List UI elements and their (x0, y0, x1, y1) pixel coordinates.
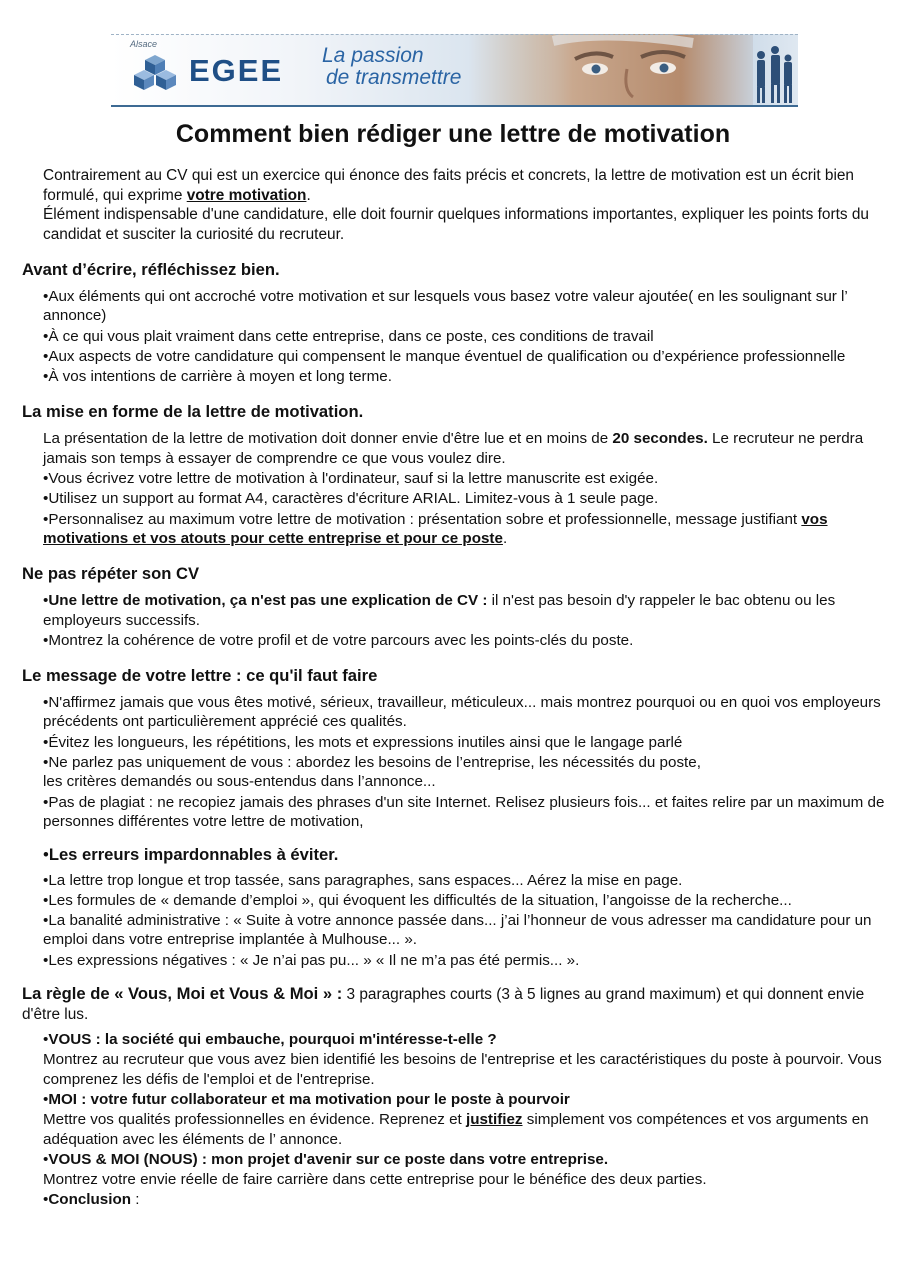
section-cv (43, 591, 888, 650)
banner-logo-text: EGEE (189, 53, 284, 88)
egee-cubes-logo-icon (134, 53, 176, 93)
list-item (43, 510, 888, 549)
format-item3-end: . (502, 529, 508, 547)
rule-moi-title-text: MOI : votre futur collaborateur et ma motivation pour le poste à pourvoir (48, 1090, 570, 1108)
format-lead-a: La présentation de la lettre de motivation doit donner envie d'être lue et en moins de (43, 430, 613, 448)
format-lead-b: Le recruteur ne perdra jamais son temps à essayer de comprendre ce que vous voulez dire. (43, 430, 864, 467)
list-item: • À ce qui vous plait vraiment dans cette entreprise, dans ce poste, ces conditions de travail (43, 327, 888, 346)
banner-slogan-line2: de transmettre (326, 66, 462, 89)
rule-vous-title (43, 1030, 888, 1049)
list-item: • Vous écrivez votre lettre de motivation à l'ordinateur, sauf si la lettre manuscrite est exigée. (43, 469, 888, 488)
list-item: • La lettre trop longue et trop tassée, sans paragraphes, sans espaces... Aérez la mise en page. (43, 871, 888, 890)
intro-paragraph-1 (43, 166, 888, 205)
intro (43, 166, 888, 244)
header-banner (111, 34, 798, 107)
list-item: • N'affirmez jamais que vous êtes motivé, sérieux, travailleur, méticuleux... mais montrez pourquoi ou en quoi vos employeurs précédents ont particulièrement apprécié ces qualités. (43, 693, 888, 732)
banner-people-silhouette-icon (751, 41, 797, 105)
heading-errors: • Les erreurs impardonnables à éviter. (43, 845, 888, 864)
list-item: • La banalité administrative : « Suite à votre annonce passée dans... j’ai l’honneur de vous adresser ma candidature pour un emploi dans votre entreprise implantée à Mulhouse... ». (43, 911, 888, 950)
section-message (43, 693, 888, 970)
cv-item1-bold: Une lettre de motivation, ça n'est pas une explication de CV : (48, 592, 488, 610)
rule-nous-text: Montrez votre envie réelle de faire carrière dans cette entreprise pour le bénéfice des deux parties. (43, 1171, 707, 1189)
list-item: • Utilisez un support au format A4, caractères d'écriture ARIAL. Limitez-vous à 1 seule page. (43, 489, 888, 508)
list-item: • Les expressions négatives : « Je n’ai pas pu... » « Il ne m’a pas été permis... ». (43, 951, 888, 970)
message-item3-line2: les critères demandés ou sous-entendus dans l’annonce... (43, 773, 436, 791)
document-body (22, 166, 888, 1211)
list-item: • Pas de plagiat : ne recopiez jamais des phrases d'un site Internet. Relisez plusieurs fois... et faites relire par un maximum de personnes différentes votre lettre de motivation, (43, 793, 888, 832)
page-title: Comment bien rédiger une lettre de motivation (175, 120, 731, 148)
heading-message: Le message de votre lettre : ce qu'il faut faire (22, 666, 378, 686)
list-item: • Aux éléments qui ont accroché votre motivation et sur lesquels vous basez votre valeur ajoutée( en les soulignant sur l’ annonce) (43, 287, 888, 326)
heading-cv: Ne pas répéter son CV (22, 564, 200, 584)
cv-item1-rest: il n'est pas besoin d'y rappeler le bac obtenu ou les employeurs successifs. (43, 592, 836, 629)
rule-moi-title (43, 1090, 888, 1109)
intro-emphasis: votre motivation (186, 186, 307, 204)
rule-heading-bold: La règle de « Vous, Moi et Vous & Moi » : (22, 984, 343, 1004)
rule-conclusion-bold: Conclusion (48, 1191, 132, 1209)
format-item3-emphasis: vos motivations et vos atouts pour cette entreprise et pour ce poste (43, 510, 828, 547)
rule-moi-emphasis: justifiez (465, 1111, 523, 1129)
heading-reflect: Avant d’écrire, réfléchissez bien. (22, 260, 280, 279)
rule-nous-title-text: VOUS & MOI (NOUS) : mon projet d'avenir sur ce poste dans votre entreprise. (48, 1150, 609, 1168)
rule-moi-a: Mettre vos qualités professionnelles en évidence. Reprenez et (43, 1111, 466, 1129)
banner-slogan (322, 45, 461, 89)
section-format (43, 429, 888, 548)
section-reflect (43, 287, 888, 386)
rule-conclusion-rest: : (131, 1191, 140, 1209)
banner-slogan-line1: La passion (322, 44, 424, 67)
intro-text: Contrairement au CV qui est un exercice qui énonce des faits précis et concrets, la lettre de motivation est un écrit bien formulé, qui exprime (43, 167, 854, 204)
list-item (43, 753, 888, 792)
list-item: • À vos intentions de carrière à moyen et long terme. (43, 367, 888, 386)
list-item: • Montrez la cohérence de votre profil et de votre parcours avec les points-clés du poste. (43, 631, 888, 650)
intro-end: . (306, 186, 311, 204)
banner-region: Alsace (130, 39, 158, 49)
format-lead-bold: 20 secondes. (612, 430, 708, 448)
rule-heading (22, 984, 888, 1024)
rule-vous-text: Montrez au recruteur que vous avez bien identifié les besoins de l'entreprise et les caractéristiques du poste à pourvoir. Vous comprenez les défis de l'emploi et de l'entreprise. (43, 1051, 882, 1088)
rule-heading-rest: 3 paragraphes courts (3 à 5 lignes au grand maximum) et qui donnent envie d'être lus. (22, 986, 865, 1023)
rule-moi-text (43, 1110, 888, 1149)
section-rule (43, 1030, 888, 1210)
banner-portrait-image (513, 35, 753, 105)
list-item: • Aux aspects de votre candidature qui compensent le manque éventuel de qualification ou d’expérience professionnelle (43, 347, 888, 366)
format-item3-text: Personnalisez au maximum votre lettre de motivation : présentation sobre et professionnelle, message justifiant (48, 510, 802, 528)
intro-paragraph-2: Élément indispensable d'une candidature, elle doit fournir quelques informations importantes, expliquer les points forts du candidat et susciter la curiosité du recruteur. (43, 206, 869, 243)
format-lead (43, 429, 888, 468)
rule-nous-title (43, 1150, 888, 1169)
list-item (43, 591, 888, 630)
list-item: • Évitez les longueurs, les répétitions, les mots et expressions inutiles ainsi que le langage parlé (43, 733, 888, 752)
rule-moi-b: simplement vos compétences et vos arguments en adéquation avec les éléments de l’ annonce. (43, 1111, 869, 1148)
message-item3-line1: Ne parlez pas uniquement de vous : abordez les besoins de l’entreprise, les nécessités du poste, (48, 754, 701, 772)
rule-vous-title-text: VOUS : la société qui embauche, pourquoi m'intéresse-t-elle ? (48, 1031, 497, 1049)
rule-conclusion (43, 1190, 888, 1209)
list-item: • Les formules de « demande d’emploi », qui évoquent les difficultés de la situation, l’angoisse de la recherche... (43, 891, 888, 910)
heading-format: La mise en forme de la lettre de motivation. (22, 402, 364, 422)
